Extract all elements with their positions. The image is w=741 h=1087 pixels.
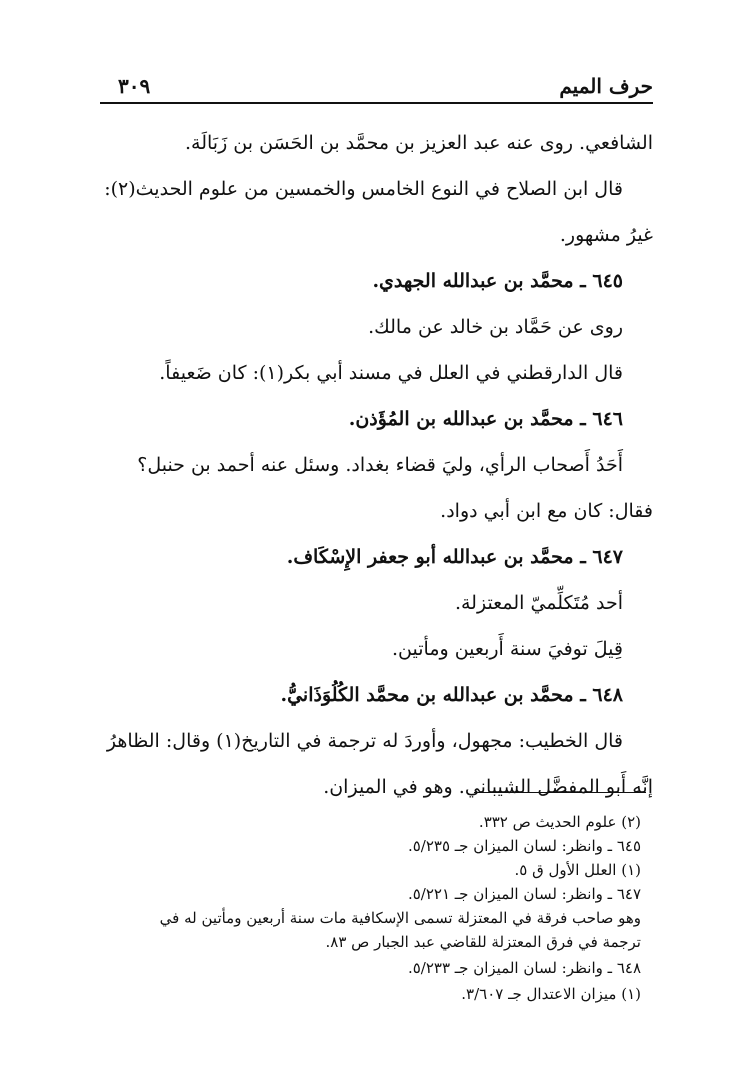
chapter-title: حرف الميم <box>559 74 653 98</box>
text-line: فقال: كان مع ابن أبي دواد. <box>440 500 653 522</box>
text-line: قِيلَ توفيَ سنة أَربعين ومأتين. <box>392 638 623 660</box>
entry-heading: ٦٤٧ ـ محمَّد بن عبدالله أبو جعفر الإِسْكَاف. <box>286 546 623 568</box>
text-line: أَحَدُ أَصحاب الرأي، وليَ قضاء بغداد. وسئل عنه أحمد بن حنبل؟ <box>137 454 623 476</box>
entry-heading: ٦٤٨ ـ محمَّد بن عبدالله بن محمَّد الكُلُوَذَانيُّ. <box>280 684 623 706</box>
footnote-divider <box>474 792 646 793</box>
entry-heading: ٦٤٥ ـ محمَّد بن عبدالله الجهدي. <box>372 270 623 292</box>
text-line: روى عن حَمَّاد بن خالد عن مالك. <box>368 316 623 338</box>
text-line: أحد مُتَكلِّميّ المعتزلة. <box>454 592 623 614</box>
main-text <box>93 120 653 810</box>
footnote: (١) العلل الأول ق ٥. <box>514 861 641 879</box>
footnote: (٢) علوم الحديث ص ٣٣٢. <box>478 813 641 831</box>
text-line: قال الخطيب: مجهول، وأوردَ له ترجمة في التاريخ(١) وقال: الظاهرُ <box>106 730 623 752</box>
footnote: وهو صاحب فرقة في المعتزلة تسمى الإسكافية مات سنة أربعين ومأتين له في <box>159 909 641 927</box>
text-line: قال الدارقطني في العلل في مسند أبي بكر(١): كان ضَعيفاً. <box>159 362 623 384</box>
footnote: ٦٤٨ ـ وانظر: لسان الميزان جـ ٥/٢٣٣. <box>407 959 641 977</box>
page-number: ٣٠٩ <box>118 74 151 98</box>
entry-heading: ٦٤٦ ـ محمَّد بن عبدالله بن المُؤَذن. <box>348 408 623 430</box>
footnote: ترجمة في فرق المعتزلة للقاضي عبد الجبار ص ٨٣. <box>325 933 641 951</box>
footnote: ٦٤٧ ـ وانظر: لسان الميزان جـ ٥/٢٢١. <box>407 885 641 903</box>
running-header <box>100 70 653 104</box>
text-line: قال ابن الصلاح في النوع الخامس والخمسين من علوم الحديث(٢): <box>104 178 623 200</box>
footnote: ٦٤٥ ـ وانظر: لسان الميزان جـ ٥/٢٣٥. <box>407 837 641 855</box>
footnote: (١) ميزان الاعتدال جـ ٣/٦٠٧. <box>461 985 641 1003</box>
footnotes <box>95 810 641 1006</box>
text-line: الشافعي. روى عنه عبد العزيز بن محمَّد بن الحَسَن بن زَبَالَة. <box>184 132 653 154</box>
text-line: غيرُ مشهور. <box>559 224 653 246</box>
text-line: إنَّه أَبو المفضَّل الشيباني. وهو في الميزان. <box>323 776 653 798</box>
